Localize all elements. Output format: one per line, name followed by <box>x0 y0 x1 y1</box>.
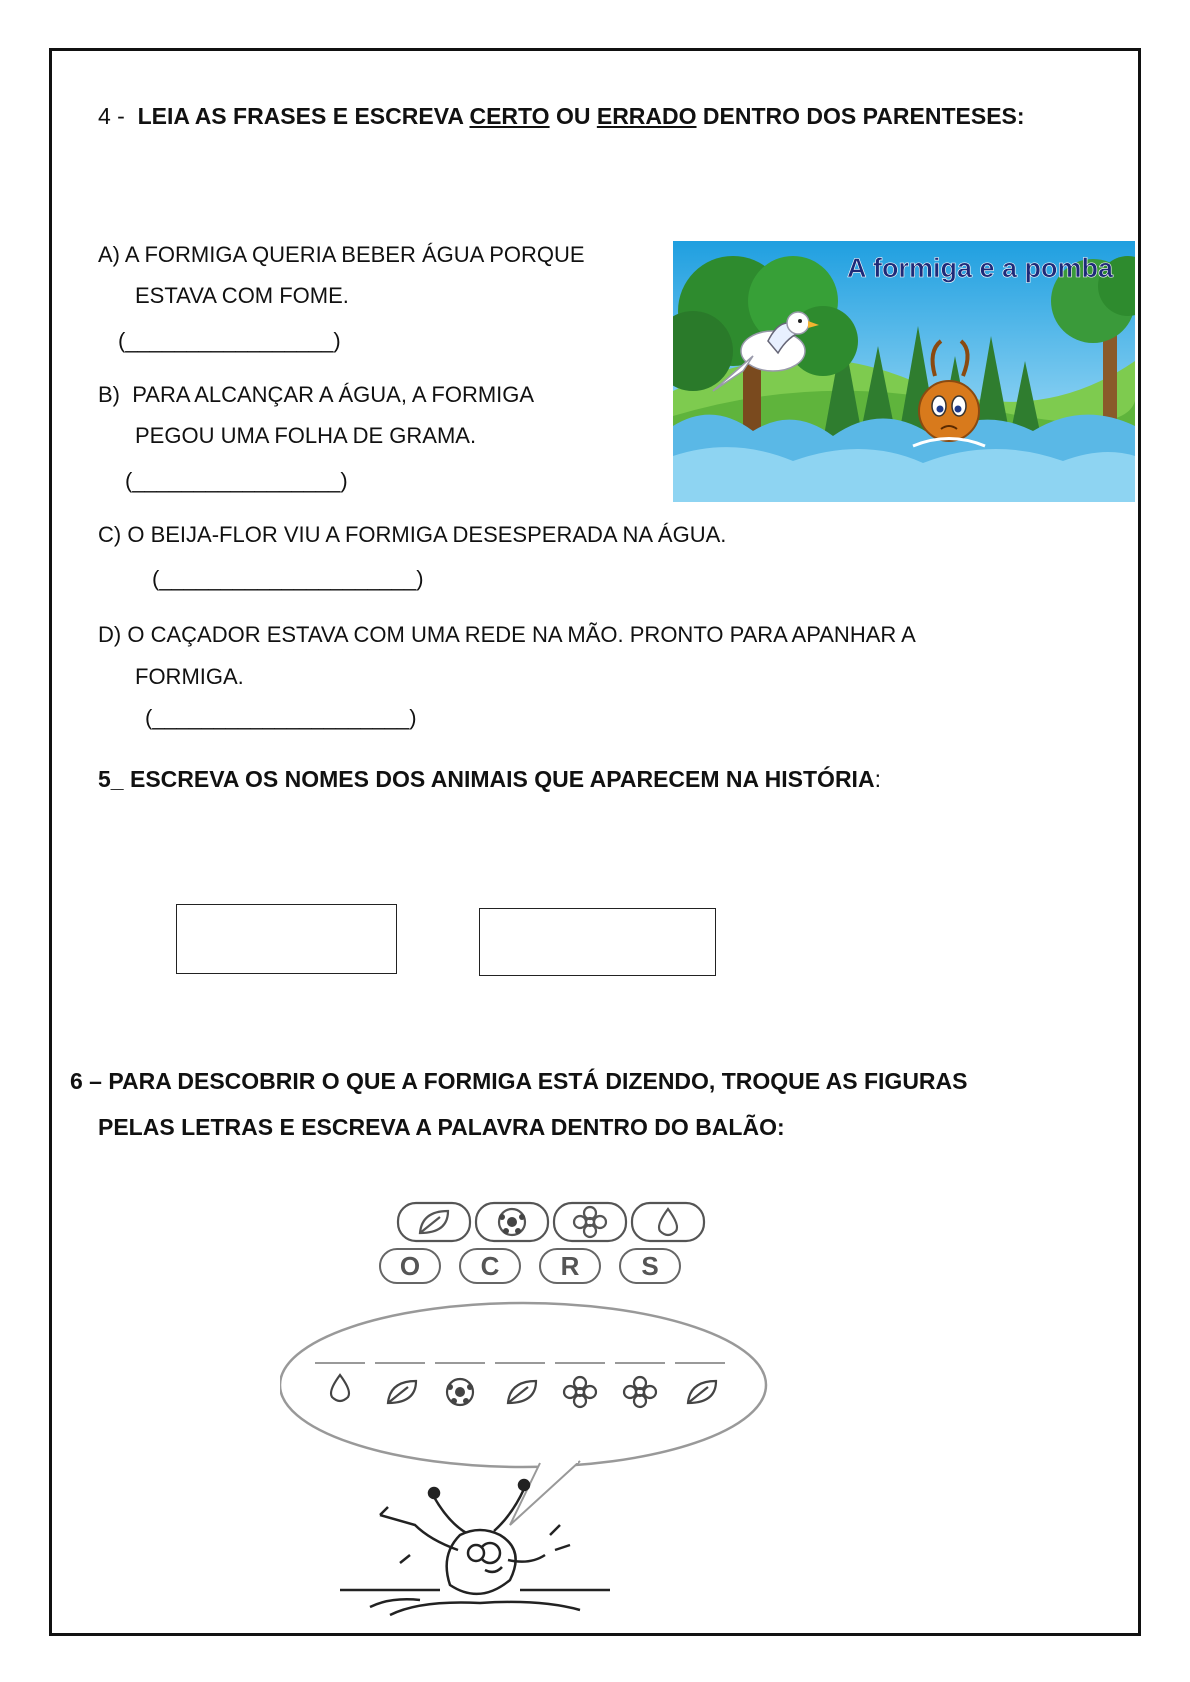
item-c-line1: O BEIJA-FLOR VIU A FORMIGA DESESPERADA NA ÁGUA. <box>127 522 727 547</box>
item-a-answer-blank[interactable]: (_________________) <box>118 328 341 353</box>
leaf-icon <box>420 1211 448 1233</box>
item-d-label: D) <box>98 622 122 647</box>
key-letter-c: C <box>480 1251 500 1281</box>
q6-title-line2: PELAS LETRAS E ESCREVA A PALAVRA DENTRO DO BALÃO: <box>98 1114 785 1140</box>
q4-title-mid: OU <box>549 103 597 129</box>
item-a-line1: A FORMIGA QUERIA BEBER ÁGUA PORQUE <box>124 242 585 267</box>
q5-title <box>98 766 881 793</box>
ball-icon <box>499 1209 525 1235</box>
symbol-key <box>398 1203 704 1241</box>
flower-icon <box>574 1207 606 1237</box>
illustration-title: A formiga e a pomba <box>846 253 1113 283</box>
letter-key <box>380 1249 680 1283</box>
item-c-answer-blank[interactable]: (_____________________) <box>152 566 424 591</box>
key-letter-r: R <box>560 1251 580 1281</box>
item-a-line2: ESTAVA COM FOME. <box>135 283 349 308</box>
key-cloud-3 <box>554 1203 626 1241</box>
item-c-label: C) <box>98 522 122 547</box>
item-b-line2: PEGOU UMA FOLHA DE GRAMA. <box>135 423 477 448</box>
animal-name-box-2[interactable] <box>479 908 716 976</box>
q4-title-end: DENTRO DOS PARENTESES: <box>696 103 1025 129</box>
item-d-line1: O CAÇADOR ESTAVA COM UMA REDE NA MÃO. PRONTO PARA APANHAR A <box>127 622 916 647</box>
item-d <box>98 614 916 655</box>
item-b <box>98 374 534 415</box>
q4-title <box>98 103 1025 130</box>
item-b-label: B) <box>98 382 120 407</box>
certo-word: CERTO <box>469 103 550 129</box>
item-d-answer-blank[interactable]: (_____________________) <box>145 705 417 730</box>
item-c <box>98 514 726 555</box>
q4-number: 4 - <box>98 103 125 129</box>
animal-name-box-1[interactable] <box>176 904 397 974</box>
q5-title-text: 5_ ESCREVA OS NOMES DOS ANIMAIS QUE APARECEM NA HISTÓRIA <box>98 766 875 792</box>
item-a <box>98 234 585 275</box>
item-a-label: A) <box>98 242 120 267</box>
key-letter-o: O <box>399 1251 421 1281</box>
q6-title-line1: 6 – PARA DESCOBRIR O QUE A FORMIGA ESTÁ DIZENDO, TROQUE AS FIGURAS <box>70 1068 968 1094</box>
item-b-line1: PARA ALCANÇAR A ÁGUA, A FORMIGA <box>132 382 535 407</box>
key-letter-s: S <box>641 1251 659 1281</box>
item-b-answer-blank[interactable]: (_________________) <box>125 468 348 493</box>
story-illustration <box>673 241 1135 502</box>
puzzle-illustration <box>280 1195 840 1625</box>
q5-colon: : <box>874 766 881 792</box>
drop-icon <box>659 1209 677 1235</box>
errado-word: ERRADO <box>596 103 697 129</box>
item-d-line2: FORMIGA. <box>135 664 244 689</box>
q4-title-text: LEIA AS FRASES E ESCREVA <box>137 103 470 129</box>
cartoon-ant-icon <box>340 1480 610 1615</box>
